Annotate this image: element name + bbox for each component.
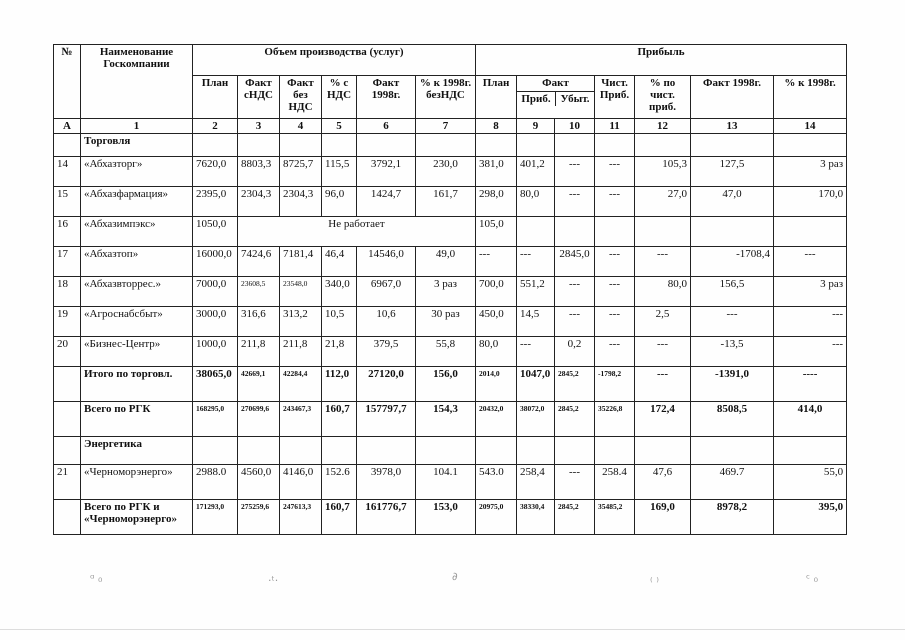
row-number: 16: [54, 217, 81, 247]
cell-value: 3792,1: [357, 157, 416, 187]
cell-value: 258,4: [517, 465, 555, 500]
cell-value: 1000,0: [193, 337, 238, 367]
cell-value: 2988.0: [193, 465, 238, 500]
table-row: [54, 337, 847, 367]
cell-value: 450,0: [476, 307, 517, 337]
cell-value: 2845,2: [555, 402, 595, 437]
cell-value: 156,0: [416, 367, 476, 402]
column-number-row: [54, 119, 847, 134]
header-vol-pct-1998: % к 1998г. безНДС: [416, 76, 476, 119]
cell-value: 8508,5: [691, 402, 774, 437]
cell-value: ---: [476, 247, 517, 277]
col-num: 8: [476, 119, 517, 134]
cell-value: ---: [555, 465, 595, 500]
cell-value: 23548,0: [280, 277, 322, 307]
cell-value: ---: [517, 247, 555, 277]
cell-value: 275259,6: [238, 500, 280, 535]
cell-value: ---: [595, 157, 635, 187]
cell-value: 115,5: [322, 157, 357, 187]
table-row: [54, 465, 847, 500]
header-profit-pct-1998: % к 1998г.: [774, 76, 847, 119]
cell-value: ----: [774, 367, 847, 402]
section-row-trade: [54, 134, 847, 157]
cell-value: 104.1: [416, 465, 476, 500]
cell-value: ---: [555, 157, 595, 187]
cell-value: 2845,2: [555, 500, 595, 535]
cell-value: 2304,3: [280, 187, 322, 217]
cell-value: 211,8: [280, 337, 322, 367]
cell-value: 6967,0: [357, 277, 416, 307]
cell-value: 154,3: [416, 402, 476, 437]
cell-value: 2845,0: [555, 247, 595, 277]
cell-value: 55,0: [774, 465, 847, 500]
company-name: «Абхазтоп»: [81, 247, 193, 277]
row-number: 19: [54, 307, 81, 337]
cell-value: ---: [595, 307, 635, 337]
cell-value: 10,6: [357, 307, 416, 337]
row-number: 18: [54, 277, 81, 307]
company-name: «Бизнес-Центр»: [81, 337, 193, 367]
cell-value: 7424,6: [238, 247, 280, 277]
header-profit-pct-net: % по чист. приб.: [635, 76, 691, 119]
cell-value: 700,0: [476, 277, 517, 307]
cell-value: 379,5: [357, 337, 416, 367]
cell-value: 401,2: [517, 157, 555, 187]
cell-value: 3 раз: [774, 157, 847, 187]
cell-value: 20432,0: [476, 402, 517, 437]
cell-value: ---: [595, 247, 635, 277]
cell-value: ---: [555, 277, 595, 307]
cell-value: ---: [774, 337, 847, 367]
cell-value: 20975,0: [476, 500, 517, 535]
cell-value: 7620,0: [193, 157, 238, 187]
cell-value: 27120,0: [357, 367, 416, 402]
cell-value: 543.0: [476, 465, 517, 500]
scan-mark: ᶜ ₀: [806, 572, 818, 585]
cell-value: 46,4: [322, 247, 357, 277]
cell-value: 152.6: [322, 465, 357, 500]
section-title: Торговля: [81, 134, 193, 157]
col-num: 13: [691, 119, 774, 134]
header-profit-plan: План: [476, 76, 517, 119]
section-row-energy: [54, 437, 847, 465]
cell-value: 395,0: [774, 500, 847, 535]
header-row-1: [54, 45, 847, 76]
cell-value: 4560,0: [238, 465, 280, 500]
scan-mark: ∂: [452, 570, 458, 583]
cell-value: 16000,0: [193, 247, 238, 277]
cell-value: 160,7: [322, 402, 357, 437]
header-profit-net: Чист. Приб.: [595, 76, 635, 119]
cell-value: 42284,4: [280, 367, 322, 402]
cell-value: 21,8: [322, 337, 357, 367]
header-profit-fact: [517, 76, 595, 119]
col-num: 14: [774, 119, 847, 134]
cell-value: ---: [774, 247, 847, 277]
cell-value: ---: [595, 187, 635, 217]
table-row: [54, 247, 847, 277]
cell-value: 161776,7: [357, 500, 416, 535]
header-profit-fact-loss: Убыт.: [555, 92, 594, 106]
cell-value: 3 раз: [774, 277, 847, 307]
cell-value: 105,3: [635, 157, 691, 187]
cell-value: 8803,3: [238, 157, 280, 187]
cell-value: 381,0: [476, 157, 517, 187]
cell-value: 96,0: [322, 187, 357, 217]
header-profit-fact-1998: Факт 1998г.: [691, 76, 774, 119]
cell-value: 169,0: [635, 500, 691, 535]
cell-value: 551,2: [517, 277, 555, 307]
cell-value: 80,0: [635, 277, 691, 307]
col-num: 10: [555, 119, 595, 134]
company-name: «Абхазвторрес.»: [81, 277, 193, 307]
cell-value: -1391,0: [691, 367, 774, 402]
table-row: [54, 157, 847, 187]
company-name: «Черноморэнерго»: [81, 465, 193, 500]
cell-value: 23608,5: [238, 277, 280, 307]
cell-value: 270699,6: [238, 402, 280, 437]
company-name: «Абхазфармация»: [81, 187, 193, 217]
cell-value: 160,7: [322, 500, 357, 535]
table-row: [54, 217, 847, 247]
row-number: 14: [54, 157, 81, 187]
cell-value: ---: [517, 337, 555, 367]
header-vol-fact-vat: Факт сНДС: [238, 76, 280, 119]
report-table: [53, 44, 847, 535]
cell-value: ---: [691, 307, 774, 337]
cell-value: 3978,0: [357, 465, 416, 500]
cell-value: 55,8: [416, 337, 476, 367]
table-row: [54, 307, 847, 337]
total-label: Всего по РГК: [81, 402, 193, 437]
cell-value: 230,0: [416, 157, 476, 187]
cell-value: 258.4: [595, 465, 635, 500]
header-vol-pct-vat: % с НДС: [322, 76, 357, 119]
header-name: Наименование Госкомпании: [81, 45, 193, 119]
row-number: 15: [54, 187, 81, 217]
cell-value: -13,5: [691, 337, 774, 367]
grand-total-row: [54, 500, 847, 535]
cell-value: 2,5: [635, 307, 691, 337]
col-num: А: [54, 119, 81, 134]
cell-value: 168295,0: [193, 402, 238, 437]
cell-value: 1050,0: [193, 217, 238, 247]
cell-value: 1047,0: [517, 367, 555, 402]
cell-value: 49,0: [416, 247, 476, 277]
total-row-rgk: [54, 402, 847, 437]
col-num: 2: [193, 119, 238, 134]
cell-value: 316,6: [238, 307, 280, 337]
cell-value: 38330,4: [517, 500, 555, 535]
cell-value: 2845,2: [555, 367, 595, 402]
scan-mark: ₍ ₎: [650, 572, 659, 585]
cell-value: -1708,4: [691, 247, 774, 277]
cell-value: 172,4: [635, 402, 691, 437]
scan-mark: ·ᵗ·: [268, 574, 279, 587]
cell-value: 298,0: [476, 187, 517, 217]
cell-value: 157797,7: [357, 402, 416, 437]
header-num: №: [54, 45, 81, 119]
scan-mark: ᵅ ₀: [90, 572, 103, 585]
cell-value: 42669,1: [238, 367, 280, 402]
cell-value: 10,5: [322, 307, 357, 337]
cell-value: 156,5: [691, 277, 774, 307]
header-vol-fact-1998: Факт 1998г.: [357, 76, 416, 119]
cell-value: 27,0: [635, 187, 691, 217]
company-name: «Агроснабсбыт»: [81, 307, 193, 337]
header-volume: Объем производства (услуг): [193, 45, 476, 76]
cell-value: 2304,3: [238, 187, 280, 217]
cell-value: 243467,3: [280, 402, 322, 437]
total-label: Итого по торговл.: [81, 367, 193, 402]
cell-value: 170,0: [774, 187, 847, 217]
total-row-trade: [54, 367, 847, 402]
header-vol-plan: План: [193, 76, 238, 119]
cell-value: ---: [555, 187, 595, 217]
col-num: 12: [635, 119, 691, 134]
cell-value: 313,2: [280, 307, 322, 337]
table-row: [54, 187, 847, 217]
cell-value: 35226,8: [595, 402, 635, 437]
cell-value: 47,0: [691, 187, 774, 217]
cell-value: 7181,4: [280, 247, 322, 277]
col-num: 11: [595, 119, 635, 134]
cell-value: 0,2: [555, 337, 595, 367]
row-number: 21: [54, 465, 81, 500]
col-num: 4: [280, 119, 322, 134]
cell-value: -1798,2: [595, 367, 635, 402]
header-profit: Прибыль: [476, 45, 847, 76]
company-name: «Абхазторг»: [81, 157, 193, 187]
cell-value: 7000,0: [193, 277, 238, 307]
cell-value: 105,0: [476, 217, 517, 247]
cell-value: 171293,0: [193, 500, 238, 535]
row-number: 20: [54, 337, 81, 367]
cell-value: ---: [555, 307, 595, 337]
col-num: 7: [416, 119, 476, 134]
cell-value: 414,0: [774, 402, 847, 437]
cell-value: ---: [635, 337, 691, 367]
cell-value: 47,6: [635, 465, 691, 500]
cell-value: 14,5: [517, 307, 555, 337]
cell-value: 8978,2: [691, 500, 774, 535]
cell-value: 80,0: [476, 337, 517, 367]
cell-value: 14546,0: [357, 247, 416, 277]
header-vol-fact-novat: Факт без НДС: [280, 76, 322, 119]
cell-value: 153,0: [416, 500, 476, 535]
company-name: «Абхазимпэкс»: [81, 217, 193, 247]
cell-value: ---: [595, 337, 635, 367]
cell-value: 35485,2: [595, 500, 635, 535]
cell-value: 1424,7: [357, 187, 416, 217]
cell-value: 38065,0: [193, 367, 238, 402]
cell-value: 211,8: [238, 337, 280, 367]
cell-value: 112,0: [322, 367, 357, 402]
cell-value: 469.7: [691, 465, 774, 500]
header-profit-fact-income: Приб.: [521, 93, 551, 105]
cell-value: 38072,0: [517, 402, 555, 437]
col-num: 5: [322, 119, 357, 134]
cell-value: 3 раз: [416, 277, 476, 307]
cell-value: 247613,3: [280, 500, 322, 535]
not-working-note: Не работает: [238, 217, 476, 247]
cell-value: 2014,0: [476, 367, 517, 402]
cell-value: 4146,0: [280, 465, 322, 500]
header-profit-fact-label: Факт: [542, 77, 569, 89]
cell-value: 30 раз: [416, 307, 476, 337]
cell-value: 2395,0: [193, 187, 238, 217]
cell-value: 127,5: [691, 157, 774, 187]
cell-value: 3000,0: [193, 307, 238, 337]
cell-value: 340,0: [322, 277, 357, 307]
col-num: 1: [81, 119, 193, 134]
row-number: 17: [54, 247, 81, 277]
cell-value: ---: [635, 367, 691, 402]
cell-value: ---: [635, 247, 691, 277]
col-num: 9: [517, 119, 555, 134]
col-num: 6: [357, 119, 416, 134]
cell-value: 80,0: [517, 187, 555, 217]
cell-value: 8725,7: [280, 157, 322, 187]
total-label: Всего по РГК и «Черноморэнерго»: [81, 500, 193, 535]
section-title: Энергетика: [81, 437, 193, 465]
col-num: 3: [238, 119, 280, 134]
page-edge: [0, 629, 905, 630]
cell-value: 161,7: [416, 187, 476, 217]
cell-value: ---: [595, 277, 635, 307]
cell-value: ---: [774, 307, 847, 337]
table-row: [54, 277, 847, 307]
